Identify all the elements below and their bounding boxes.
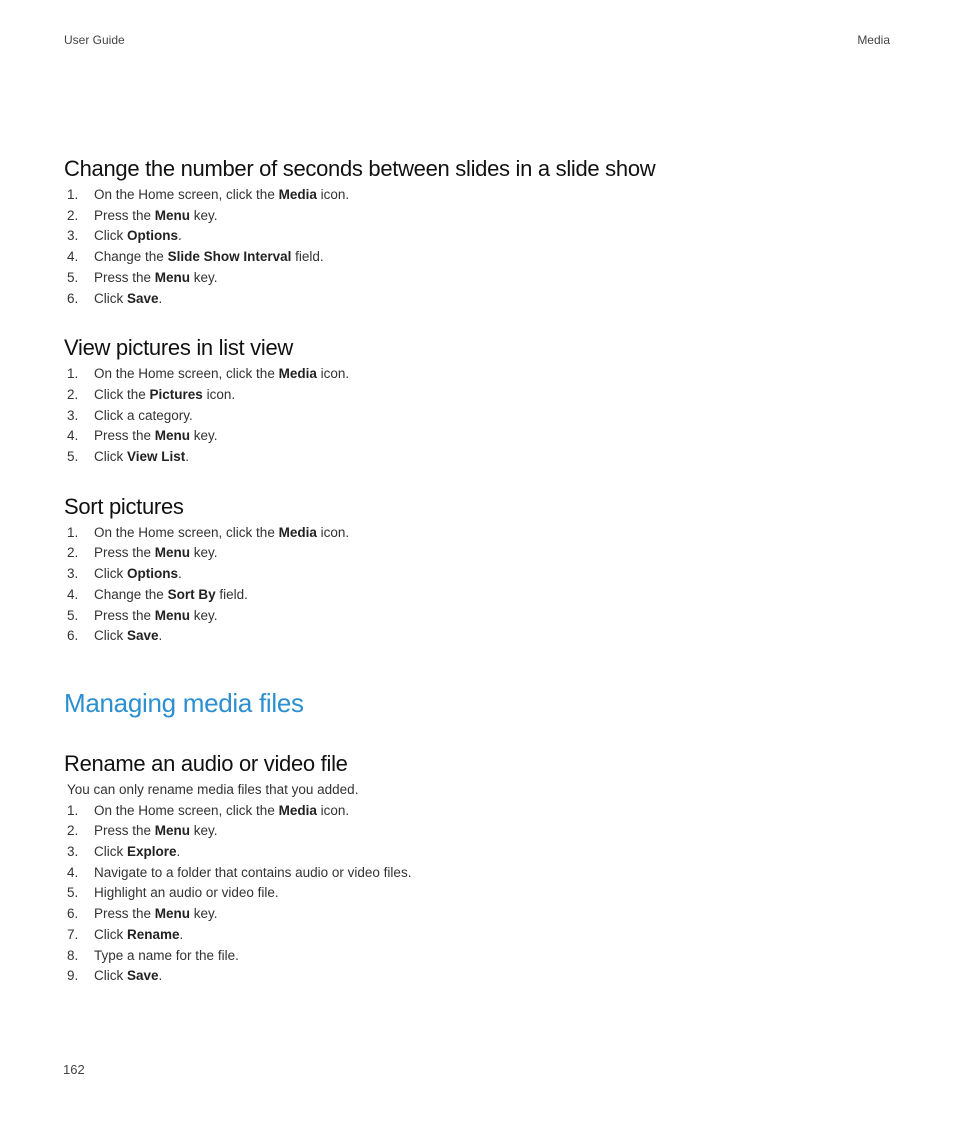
list-item: 5. Press the Menu key. — [67, 269, 218, 285]
list-item: 8. Type a name for the file. — [67, 947, 239, 963]
page-number: 162 — [63, 1062, 85, 1077]
list-item: 6. Press the Menu key. — [67, 906, 218, 922]
page-content — [64, 155, 894, 987]
list-item: 6. Click Save. — [67, 290, 163, 306]
list-item: 2. Click the Pictures icon. — [67, 386, 236, 402]
list-item: 4. Navigate to a folder that contains audio or video files. — [67, 864, 412, 880]
list-item: 3. Click Options. — [67, 228, 182, 244]
steps-list-sort-pictures — [64, 523, 894, 647]
steps-list-list-view — [64, 364, 894, 468]
list-item: 4. Change the Slide Show Interval field. — [67, 249, 324, 265]
list-item: 4. Press the Menu key. — [67, 428, 218, 444]
list-item: 1. On the Home screen, click the Media icon. — [67, 366, 350, 382]
list-item: 2. Press the Menu key. — [67, 545, 218, 561]
list-item: 2. Press the Menu key. — [67, 823, 218, 839]
list-item: 1. On the Home screen, click the Media icon. — [67, 187, 350, 202]
section-title-list-view: View pictures in list view — [64, 335, 293, 361]
section-title-sort-pictures: Sort pictures — [64, 493, 184, 519]
list-item: 1. On the Home screen, click the Media icon. — [67, 524, 350, 540]
list-item: 5. Press the Menu key. — [67, 607, 218, 623]
list-item: 2. Press the Menu key. — [67, 207, 218, 223]
list-item: 6. Click Save. — [67, 628, 163, 644]
section-title-rename-file: Rename an audio or video file — [64, 750, 348, 776]
list-item: 3. Click Options. — [67, 566, 182, 582]
running-header-left: User Guide — [64, 33, 125, 47]
list-item: 5. Highlight an audio or video file. — [67, 885, 279, 901]
chapter-heading: Managing media files — [64, 687, 304, 718]
list-item: 4. Change the Sort By field. — [67, 586, 248, 602]
list-item: 3. Click a category. — [67, 407, 193, 423]
running-header-right: Media — [857, 33, 890, 47]
steps-list-rename-file — [64, 801, 894, 987]
list-item: 9. Click Save. — [67, 968, 163, 984]
list-item: 3. Click Explore. — [67, 844, 181, 860]
steps-list-slide-interval — [64, 185, 894, 309]
section-title-slide-interval: Change the number of seconds between slides in a slide show — [64, 156, 656, 181]
list-item: 1. On the Home screen, click the Media icon. — [67, 802, 350, 818]
section-note: You can only rename media files that you added. — [67, 781, 359, 797]
list-item: 5. Click View List. — [67, 449, 190, 465]
list-item: 7. Click Rename. — [67, 926, 184, 942]
